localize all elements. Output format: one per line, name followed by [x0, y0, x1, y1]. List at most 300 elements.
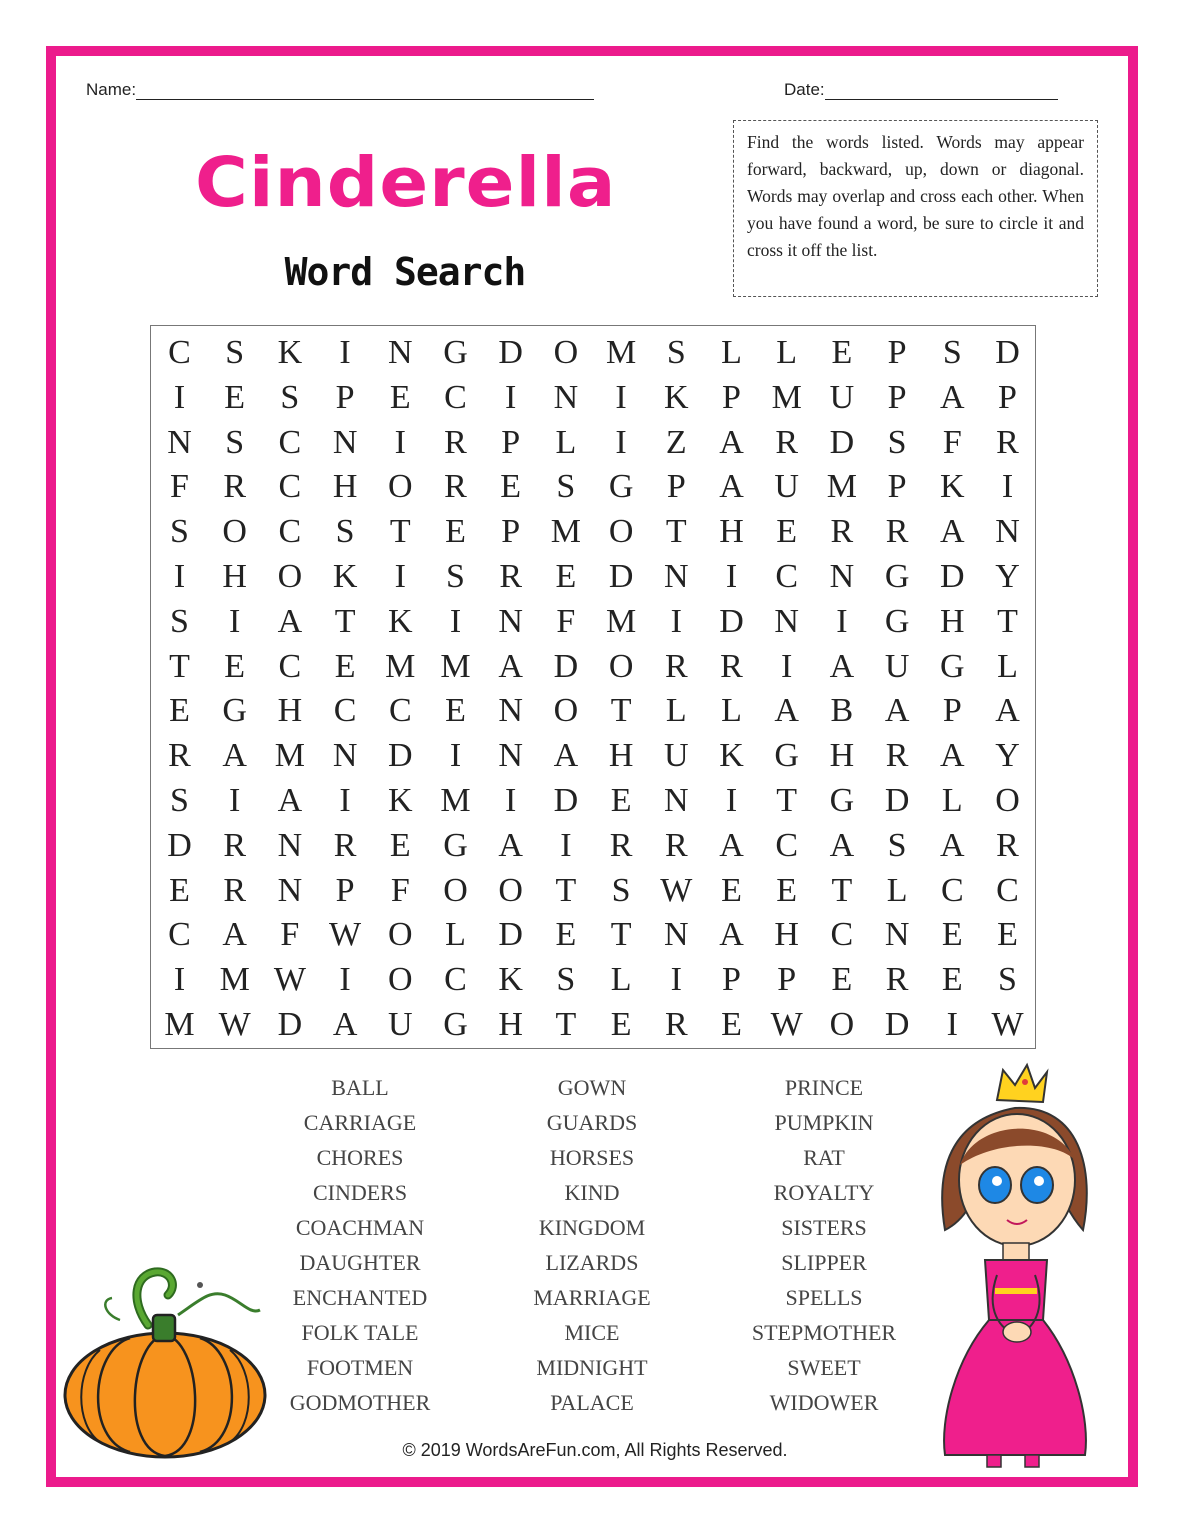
grid-letter[interactable]: D: [884, 1006, 910, 1043]
grid-letter[interactable]: C: [444, 378, 467, 416]
grid-letter[interactable]: K: [664, 378, 689, 416]
pumpkin-icon: [60, 1260, 275, 1460]
grid-letter[interactable]: P: [887, 334, 907, 371]
grid-letter[interactable]: L: [776, 334, 798, 371]
grid-letter[interactable]: N: [829, 558, 855, 595]
grid-letter[interactable]: H: [774, 916, 799, 954]
grid-letter[interactable]: A: [940, 737, 965, 775]
grid-letter[interactable]: N: [388, 334, 413, 371]
grid-letter[interactable]: C: [388, 692, 412, 730]
grid-row: [151, 688, 1035, 733]
grid-letter[interactable]: K: [940, 468, 965, 506]
grid-letter[interactable]: O: [608, 513, 634, 551]
grid-letter[interactable]: D: [884, 782, 910, 819]
grid-letter[interactable]: N: [774, 602, 799, 640]
grid-letter[interactable]: E: [610, 782, 632, 819]
grid-letter[interactable]: M: [219, 961, 250, 999]
grid-letter[interactable]: C: [333, 692, 357, 730]
grid-letter[interactable]: H: [719, 513, 744, 551]
grid-letter[interactable]: K: [277, 334, 303, 371]
grid-letter[interactable]: S: [225, 334, 245, 371]
word-list-item: COACHMAN: [295, 1215, 425, 1240]
grid-letter[interactable]: E: [555, 558, 577, 595]
grid-letter[interactable]: H: [222, 558, 247, 595]
grid-letter[interactable]: I: [449, 737, 462, 775]
grid-letter[interactable]: W: [329, 916, 362, 954]
grid-letter[interactable]: O: [388, 468, 413, 506]
grid-letter[interactable]: S: [611, 871, 631, 909]
grid-letter[interactable]: A: [553, 737, 579, 775]
date-line[interactable]: [825, 83, 1058, 100]
grid-letter[interactable]: I: [173, 558, 186, 595]
grid-letter[interactable]: A: [940, 378, 965, 416]
grid-letter[interactable]: D: [829, 423, 855, 461]
grid-letter[interactable]: L: [721, 334, 742, 371]
grid-letter[interactable]: E: [334, 647, 356, 685]
grid-letter[interactable]: D: [277, 1006, 303, 1043]
grid-letter[interactable]: I: [670, 961, 682, 999]
grid-letter[interactable]: R: [996, 423, 1019, 461]
grid-letter[interactable]: H: [940, 602, 965, 640]
grid-letter[interactable]: P: [722, 378, 741, 416]
grid-letter[interactable]: N: [664, 916, 689, 954]
grid-letter[interactable]: S: [170, 782, 189, 819]
grid-letter[interactable]: S: [556, 468, 576, 506]
grid-letter[interactable]: E: [224, 378, 246, 416]
grid-letter[interactable]: E: [445, 692, 466, 730]
grid-letter[interactable]: A: [829, 826, 855, 864]
grid-letter[interactable]: M: [440, 647, 471, 685]
grid-letter[interactable]: S: [170, 513, 189, 551]
grid-letter[interactable]: D: [719, 602, 744, 640]
grid-letter[interactable]: E: [169, 692, 190, 730]
grid-letter[interactable]: O: [553, 334, 579, 371]
grid-letter[interactable]: E: [721, 871, 742, 909]
grid-row: [151, 420, 1035, 465]
grid-letter[interactable]: Z: [665, 423, 687, 461]
grid-letter[interactable]: L: [886, 871, 908, 909]
grid-letter[interactable]: E: [500, 468, 522, 506]
grid-letter[interactable]: R: [885, 737, 909, 775]
grid-letter[interactable]: H: [277, 692, 303, 730]
name-label: Name:: [86, 80, 137, 99]
grid-letter[interactable]: G: [443, 1006, 468, 1043]
grid-letter[interactable]: G: [443, 826, 468, 864]
word-list-item: MICE: [564, 1320, 620, 1345]
grid-letter[interactable]: A: [719, 826, 744, 864]
grid-letter[interactable]: L: [445, 916, 466, 954]
word-list-item: MIDNIGHT: [536, 1355, 648, 1380]
grid-letter[interactable]: R: [830, 513, 854, 551]
grid-letter[interactable]: A: [332, 1006, 358, 1043]
grid-letter[interactable]: P: [501, 513, 521, 551]
word-list-item: HORSES: [549, 1145, 635, 1170]
grid-letter[interactable]: A: [498, 647, 523, 685]
grid-letter[interactable]: R: [664, 1006, 688, 1043]
grid-letter[interactable]: P: [335, 378, 355, 416]
grid-letter[interactable]: I: [229, 782, 241, 819]
grid-letter[interactable]: R: [664, 826, 688, 864]
grid-letter[interactable]: E: [169, 871, 190, 909]
grid-letter[interactable]: L: [721, 692, 742, 730]
grid-letter[interactable]: M: [274, 737, 305, 775]
grid-letter[interactable]: S: [170, 602, 189, 640]
grid-letter[interactable]: I: [394, 558, 406, 595]
grid-letter[interactable]: F: [556, 602, 576, 640]
grid-letter[interactable]: I: [1001, 468, 1014, 506]
grid-letter[interactable]: D: [167, 826, 192, 864]
grid-letter[interactable]: C: [278, 468, 302, 506]
grid-letter[interactable]: O: [829, 1006, 855, 1043]
grid-letter[interactable]: A: [829, 647, 855, 685]
grid-letter[interactable]: P: [501, 423, 521, 461]
grid-letter[interactable]: A: [995, 692, 1020, 730]
word-list-item: DAUGHTER: [299, 1250, 421, 1275]
grid-letter[interactable]: R: [609, 826, 633, 864]
grid-letter[interactable]: E: [610, 1006, 632, 1043]
grid-letter[interactable]: C: [775, 826, 799, 864]
word-list-item: PRINCE: [784, 1075, 864, 1100]
grid-letter[interactable]: K: [388, 782, 413, 819]
grid-letter[interactable]: C: [278, 423, 302, 461]
grid-letter[interactable]: N: [995, 513, 1020, 551]
grid-letter[interactable]: K: [332, 558, 358, 595]
grid-letter[interactable]: R: [223, 871, 247, 909]
grid-letter[interactable]: O: [498, 871, 523, 909]
grid-letter[interactable]: R: [664, 647, 688, 685]
grid-letter[interactable]: O: [222, 513, 247, 551]
word-list-item: SLIPPER: [781, 1250, 867, 1275]
word-list-column-2: [472, 1070, 712, 1420]
grid-letter[interactable]: Y: [995, 737, 1020, 775]
grid-letter[interactable]: E: [941, 916, 963, 954]
grid-letter[interactable]: D: [498, 916, 523, 954]
grid-letter[interactable]: P: [777, 961, 797, 999]
grid-letter[interactable]: U: [829, 378, 855, 416]
grid-letter[interactable]: E: [941, 961, 963, 999]
grid-letter[interactable]: R: [444, 468, 467, 506]
grid-letter[interactable]: S: [998, 961, 1017, 999]
grid-letter[interactable]: T: [997, 602, 1018, 640]
grid-letter[interactable]: N: [277, 826, 303, 864]
grid-letter[interactable]: U: [774, 468, 799, 506]
grid-letter[interactable]: P: [887, 468, 907, 506]
word-list-item: RAT: [803, 1145, 845, 1170]
grid-letter[interactable]: I: [946, 1006, 958, 1043]
grid-letter[interactable]: H: [498, 1006, 523, 1043]
grid-letter[interactable]: G: [774, 737, 799, 775]
grid-letter[interactable]: H: [829, 737, 855, 775]
grid-letter[interactable]: I: [725, 782, 738, 819]
grid-letter[interactable]: N: [332, 737, 358, 775]
grid-letter[interactable]: I: [781, 647, 793, 685]
grid-letter[interactable]: C: [168, 334, 191, 371]
grid-letter[interactable]: I: [339, 334, 351, 371]
grid-letter[interactable]: I: [394, 423, 406, 461]
grid-letter[interactable]: M: [771, 378, 802, 416]
grid-letter[interactable]: S: [942, 334, 962, 371]
grid-letter[interactable]: N: [664, 782, 689, 819]
grid-letter[interactable]: H: [608, 737, 634, 775]
word-list-item: CHORES: [316, 1145, 404, 1170]
grid-letter[interactable]: M: [385, 647, 416, 685]
grid-letter[interactable]: A: [940, 826, 965, 864]
grid-letter[interactable]: T: [610, 692, 632, 730]
grid-letter[interactable]: M: [605, 334, 637, 371]
grid-letter[interactable]: R: [223, 468, 247, 506]
grid-letter[interactable]: H: [332, 468, 358, 506]
word-list-item: GODMOTHER: [289, 1390, 431, 1415]
grid-letter[interactable]: T: [610, 916, 632, 954]
grid-letter[interactable]: E: [389, 378, 411, 416]
grid-letter[interactable]: A: [277, 602, 303, 640]
grid-letter[interactable]: E: [389, 826, 411, 864]
grid-letter[interactable]: G: [940, 647, 965, 685]
grid-row: [151, 823, 1035, 868]
page-title: Cinderella: [195, 142, 617, 222]
grid-letter[interactable]: K: [719, 737, 744, 775]
grid-letter[interactable]: G: [884, 558, 910, 595]
grid-letter[interactable]: R: [996, 826, 1019, 864]
grid-letter[interactable]: R: [444, 423, 467, 461]
grid-letter[interactable]: O: [388, 916, 413, 954]
grid-letter[interactable]: E: [831, 334, 853, 371]
grid-row: [151, 733, 1035, 778]
grid-letter[interactable]: W: [770, 1006, 803, 1043]
grid-letter[interactable]: L: [997, 647, 1018, 685]
grid-letter[interactable]: I: [836, 602, 848, 640]
grid-letter[interactable]: N: [664, 558, 689, 595]
grid-letter[interactable]: M: [164, 1006, 195, 1043]
grid-letter[interactable]: I: [560, 826, 572, 864]
word-list-column-1: [240, 1070, 480, 1420]
grid-letter[interactable]: I: [505, 378, 517, 416]
grid-letter[interactable]: E: [776, 871, 798, 909]
grid-letter[interactable]: R: [499, 558, 523, 595]
grid-letter[interactable]: U: [388, 1006, 413, 1043]
grid-letter[interactable]: C: [830, 916, 854, 954]
grid-row: [151, 957, 1035, 1002]
grid-letter[interactable]: E: [555, 916, 577, 954]
grid-letter[interactable]: A: [498, 826, 523, 864]
grid-letter[interactable]: I: [505, 782, 517, 819]
grid-letter[interactable]: R: [168, 737, 191, 775]
grid-letter[interactable]: E: [721, 1006, 742, 1043]
grid-letter[interactable]: E: [445, 513, 466, 551]
grid-letter[interactable]: E: [224, 647, 246, 685]
grid-letter[interactable]: P: [942, 692, 962, 730]
grid-letter[interactable]: I: [339, 961, 351, 999]
word-list-item: PUMPKIN: [774, 1110, 874, 1135]
grid-letter[interactable]: I: [615, 378, 627, 416]
grid-letter[interactable]: D: [608, 558, 634, 595]
grid-letter[interactable]: G: [829, 782, 855, 819]
grid-letter[interactable]: K: [388, 602, 413, 640]
grid-letter[interactable]: P: [666, 468, 686, 506]
grid-letter[interactable]: O: [553, 692, 579, 730]
grid-letter[interactable]: I: [615, 423, 627, 461]
grid-letter[interactable]: S: [556, 961, 576, 999]
grid-letter[interactable]: L: [941, 782, 963, 819]
grid-letter[interactable]: T: [389, 513, 411, 551]
grid-letter[interactable]: E: [831, 961, 853, 999]
word-list-item: PALACE: [550, 1390, 634, 1415]
grid-letter[interactable]: G: [608, 468, 634, 506]
grid-letter[interactable]: M: [440, 782, 471, 819]
grid-letter[interactable]: I: [229, 602, 241, 640]
grid-letter[interactable]: P: [335, 871, 355, 909]
grid-letter[interactable]: N: [553, 378, 579, 416]
grid-letter[interactable]: S: [887, 826, 907, 864]
grid-letter[interactable]: N: [498, 602, 523, 640]
grid-letter[interactable]: F: [390, 871, 410, 909]
grid-letter[interactable]: A: [719, 423, 744, 461]
grid-row: [151, 554, 1035, 599]
grid-letter[interactable]: D: [553, 782, 579, 819]
letter-grid[interactable]: [150, 325, 1036, 1049]
grid-letter[interactable]: C: [278, 647, 302, 685]
grid-letter[interactable]: O: [608, 647, 634, 685]
grid-letter[interactable]: E: [776, 513, 798, 551]
grid-letter[interactable]: A: [222, 737, 247, 775]
name-line[interactable]: [136, 83, 594, 100]
grid-letter[interactable]: N: [884, 916, 910, 954]
grid-letter[interactable]: Y: [995, 558, 1020, 595]
grid-letter[interactable]: O: [277, 558, 303, 595]
name-field[interactable]: [86, 80, 594, 100]
grid-letter[interactable]: S: [446, 558, 465, 595]
grid-letter[interactable]: I: [725, 558, 738, 595]
word-list-item: MARRIAGE: [533, 1285, 651, 1310]
grid-letter[interactable]: C: [996, 871, 1019, 909]
grid-letter[interactable]: A: [222, 916, 247, 954]
word-list-item: GOWN: [557, 1075, 627, 1100]
grid-letter[interactable]: C: [940, 871, 964, 909]
grid-letter[interactable]: N: [498, 737, 523, 775]
grid-letter[interactable]: N: [498, 692, 523, 730]
grid-letter[interactable]: D: [388, 737, 413, 775]
grid-letter[interactable]: U: [664, 737, 689, 775]
grid-letter[interactable]: T: [555, 871, 577, 909]
grid-letter[interactable]: S: [225, 423, 245, 461]
grid-letter[interactable]: D: [940, 558, 965, 595]
grid-letter[interactable]: C: [444, 961, 467, 999]
word-list-item: KIND: [564, 1180, 620, 1205]
grid-row: [151, 464, 1035, 509]
grid-letter[interactable]: P: [887, 378, 907, 416]
word-list-column-3: [704, 1070, 944, 1420]
grid-letter[interactable]: O: [443, 871, 468, 909]
grid-letter[interactable]: L: [555, 423, 577, 461]
grid-letter[interactable]: G: [884, 602, 910, 640]
grid-letter[interactable]: T: [334, 602, 356, 640]
grid-letter[interactable]: F: [942, 423, 962, 461]
grid-letter[interactable]: I: [173, 961, 186, 999]
grid-letter[interactable]: L: [610, 961, 632, 999]
grid-letter[interactable]: D: [995, 334, 1020, 371]
grid-letter[interactable]: S: [887, 423, 907, 461]
grid-letter[interactable]: A: [884, 692, 910, 730]
grid-letter[interactable]: R: [223, 826, 247, 864]
grid-letter[interactable]: K: [498, 961, 523, 999]
grid-letter[interactable]: R: [720, 647, 743, 685]
grid-letter[interactable]: R: [775, 423, 799, 461]
grid-letter[interactable]: G: [222, 692, 247, 730]
grid-letter[interactable]: A: [719, 916, 744, 954]
grid-row: [151, 330, 1035, 375]
grid-letter[interactable]: M: [550, 513, 581, 551]
grid-letter[interactable]: M: [605, 602, 637, 640]
grid-letter[interactable]: T: [169, 647, 190, 685]
grid-letter[interactable]: B: [830, 692, 854, 730]
grid-letter[interactable]: I: [173, 378, 186, 416]
grid-letter[interactable]: E: [997, 916, 1018, 954]
grid-letter[interactable]: T: [665, 513, 687, 551]
grid-letter[interactable]: F: [170, 468, 189, 506]
grid-letter[interactable]: N: [277, 871, 303, 909]
grid-letter[interactable]: S: [666, 334, 686, 371]
grid-letter[interactable]: W: [991, 1006, 1024, 1043]
grid-letter[interactable]: O: [388, 961, 413, 999]
grid-letter[interactable]: S: [280, 378, 300, 416]
grid-letter[interactable]: A: [774, 692, 799, 730]
grid-letter[interactable]: S: [335, 513, 355, 551]
date-field[interactable]: [784, 80, 1058, 100]
grid-letter[interactable]: W: [273, 961, 306, 999]
grid-letter[interactable]: R: [885, 961, 909, 999]
grid-letter[interactable]: I: [670, 602, 682, 640]
word-list-item: ENCHANTED: [292, 1285, 428, 1310]
grid-letter[interactable]: R: [333, 826, 357, 864]
word-list-item: STEPMOTHER: [751, 1320, 897, 1345]
grid-letter[interactable]: P: [722, 961, 741, 999]
grid-letter[interactable]: W: [218, 1006, 251, 1043]
grid-letter[interactable]: R: [885, 513, 909, 551]
grid-letter[interactable]: C: [775, 558, 799, 595]
grid-letter[interactable]: I: [339, 782, 351, 819]
grid-letter[interactable]: T: [831, 871, 853, 909]
word-list-item: WIDOWER: [769, 1390, 879, 1415]
grid-letter[interactable]: T: [776, 782, 798, 819]
grid-letter[interactable]: W: [660, 871, 693, 909]
grid-row: [151, 912, 1035, 957]
grid-row: [151, 868, 1035, 913]
grid-letter[interactable]: M: [826, 468, 857, 506]
grid-letter[interactable]: O: [995, 782, 1020, 819]
grid-letter[interactable]: N: [332, 423, 358, 461]
grid-letter[interactable]: A: [277, 782, 303, 819]
word-list-item: LIZARDS: [545, 1250, 639, 1275]
grid-letter[interactable]: D: [498, 334, 523, 371]
instructions-box: Find the words listed. Words may appear forward, backward, up, down or diagonal. Words may overlap and cross each other. When you have found a word, be sure to circle it and cross it off the list.: [733, 120, 1098, 297]
grid-letter[interactable]: A: [940, 513, 965, 551]
word-list-item: SWEET: [787, 1355, 861, 1380]
grid-letter[interactable]: C: [278, 513, 302, 551]
grid-letter[interactable]: L: [665, 692, 687, 730]
copyright-footer: © 2019 WordsAreFun.com, All Rights Reserved.: [402, 1440, 788, 1460]
grid-letter[interactable]: F: [280, 916, 300, 954]
grid-letter[interactable]: G: [443, 334, 468, 371]
grid-letter[interactable]: I: [449, 602, 462, 640]
grid-letter[interactable]: T: [555, 1006, 577, 1043]
grid-letter[interactable]: D: [553, 647, 579, 685]
grid-letter[interactable]: A: [719, 468, 744, 506]
grid-letter[interactable]: N: [167, 423, 192, 461]
grid-letter[interactable]: C: [168, 916, 191, 954]
word-list-item: SPELLS: [785, 1285, 863, 1310]
grid-letter[interactable]: U: [884, 647, 910, 685]
grid-letter[interactable]: P: [998, 378, 1017, 416]
